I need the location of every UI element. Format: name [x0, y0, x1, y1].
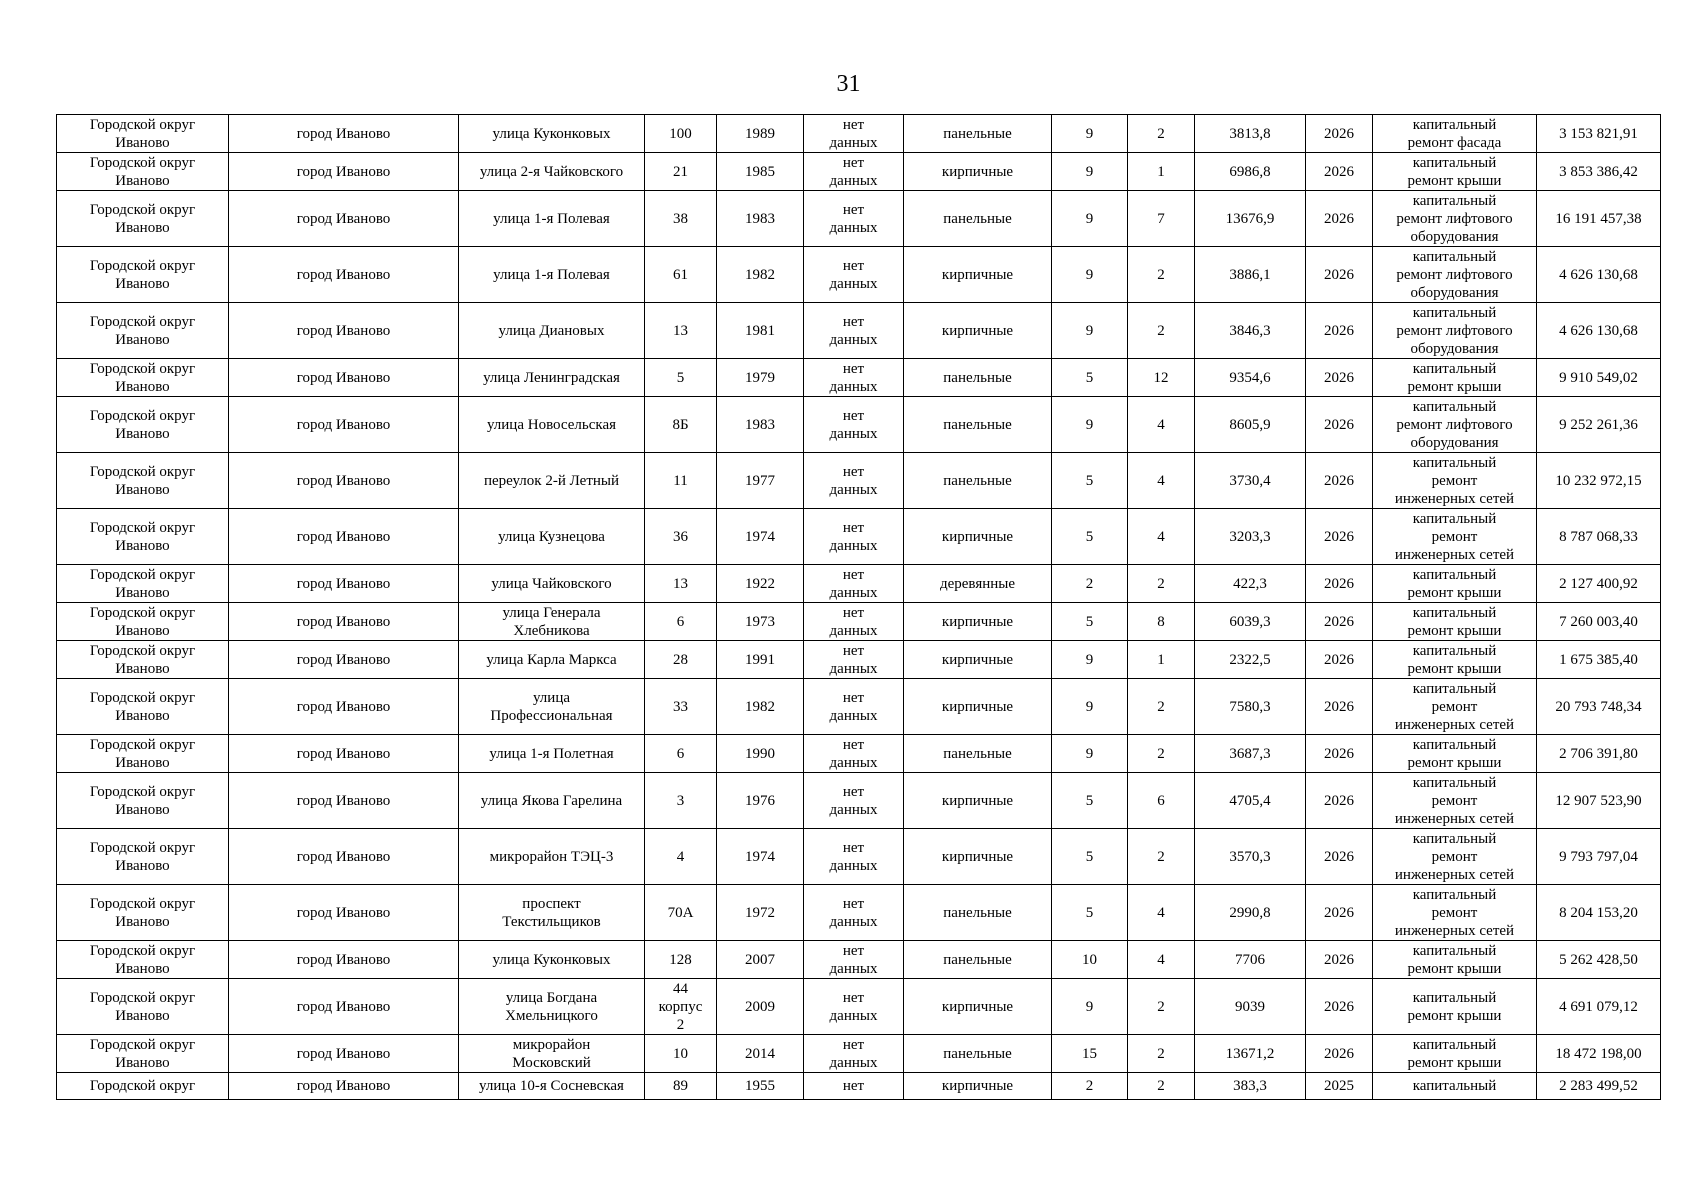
cell-municipality: Городской округ Иваново	[57, 153, 229, 191]
cell-house-number: 13	[645, 565, 717, 603]
cell-wall-material: кирпичные	[904, 153, 1052, 191]
cell-plan-year: 2026	[1306, 397, 1373, 453]
cell-house-number: 5	[645, 359, 717, 397]
cell-floors: 9	[1052, 153, 1128, 191]
cell-settlement: город Иваново	[229, 509, 459, 565]
cell-plan-year: 2026	[1306, 679, 1373, 735]
cell-floors: 9	[1052, 115, 1128, 153]
cell-entrances: 8	[1128, 603, 1195, 641]
cell-floors: 9	[1052, 191, 1128, 247]
cell-street: улица Кузнецова	[459, 509, 645, 565]
cell-settlement: город Иваново	[229, 885, 459, 941]
cell-work-type: капитальный ремонт инженерных сетей	[1373, 773, 1537, 829]
cell-work-type: капитальный ремонт инженерных сетей	[1373, 679, 1537, 735]
cell-floors: 5	[1052, 453, 1128, 509]
cell-wall-material: панельные	[904, 735, 1052, 773]
cell-entrances: 1	[1128, 641, 1195, 679]
cell-house-number: 128	[645, 941, 717, 979]
cell-wall-material: панельные	[904, 397, 1052, 453]
cell-build-year: 1991	[717, 641, 804, 679]
cell-house-number: 44 корпус 2	[645, 979, 717, 1035]
cell-plan-year: 2026	[1306, 191, 1373, 247]
cell-area: 2990,8	[1195, 885, 1306, 941]
cell-house-number: 28	[645, 641, 717, 679]
cell-year-note: нет данных	[804, 565, 904, 603]
cell-street: улица Куконковых	[459, 941, 645, 979]
cell-year-note: нет	[804, 1073, 904, 1100]
cell-cost: 4 691 079,12	[1537, 979, 1661, 1035]
cell-work-type: капитальный ремонт крыши	[1373, 153, 1537, 191]
cell-floors: 9	[1052, 247, 1128, 303]
cell-floors: 9	[1052, 679, 1128, 735]
cell-municipality: Городской округ Иваново	[57, 247, 229, 303]
cell-floors: 10	[1052, 941, 1128, 979]
cell-municipality: Городской округ Иваново	[57, 979, 229, 1035]
cell-cost: 1 675 385,40	[1537, 641, 1661, 679]
table-row	[57, 829, 1661, 885]
housing-repair-table	[56, 114, 1661, 1100]
table-row	[57, 641, 1661, 679]
cell-work-type: капитальный ремонт инженерных сетей	[1373, 453, 1537, 509]
cell-build-year: 1973	[717, 603, 804, 641]
cell-house-number: 61	[645, 247, 717, 303]
cell-entrances: 2	[1128, 247, 1195, 303]
cell-build-year: 2007	[717, 941, 804, 979]
cell-street: улица Богдана Хмельницкого	[459, 979, 645, 1035]
cell-entrances: 4	[1128, 453, 1195, 509]
cell-plan-year: 2026	[1306, 115, 1373, 153]
cell-build-year: 1983	[717, 397, 804, 453]
cell-year-note: нет данных	[804, 829, 904, 885]
cell-settlement: город Иваново	[229, 247, 459, 303]
cell-plan-year: 2026	[1306, 303, 1373, 359]
cell-plan-year: 2026	[1306, 565, 1373, 603]
cell-cost: 4 626 130,68	[1537, 303, 1661, 359]
cell-floors: 9	[1052, 735, 1128, 773]
cell-year-note: нет данных	[804, 115, 904, 153]
cell-house-number: 38	[645, 191, 717, 247]
cell-street: улица 10-я Сосневская	[459, 1073, 645, 1100]
cell-work-type: капитальный ремонт крыши	[1373, 941, 1537, 979]
cell-entrances: 2	[1128, 735, 1195, 773]
cell-wall-material: деревянные	[904, 565, 1052, 603]
cell-area: 9354,6	[1195, 359, 1306, 397]
cell-municipality: Городской округ Иваново	[57, 509, 229, 565]
cell-entrances: 4	[1128, 397, 1195, 453]
cell-build-year: 1955	[717, 1073, 804, 1100]
cell-settlement: город Иваново	[229, 153, 459, 191]
cell-plan-year: 2026	[1306, 359, 1373, 397]
cell-entrances: 2	[1128, 565, 1195, 603]
cell-build-year: 1972	[717, 885, 804, 941]
cell-plan-year: 2026	[1306, 247, 1373, 303]
cell-area: 6986,8	[1195, 153, 1306, 191]
cell-wall-material: кирпичные	[904, 641, 1052, 679]
cell-street: улица 1-я Полетная	[459, 735, 645, 773]
cell-settlement: город Иваново	[229, 979, 459, 1035]
cell-build-year: 1974	[717, 829, 804, 885]
cell-house-number: 36	[645, 509, 717, 565]
cell-settlement: город Иваново	[229, 773, 459, 829]
cell-wall-material: панельные	[904, 1035, 1052, 1073]
cell-street: улица 1-я Полевая	[459, 191, 645, 247]
cell-municipality: Городской округ Иваново	[57, 453, 229, 509]
cell-settlement: город Иваново	[229, 565, 459, 603]
cell-year-note: нет данных	[804, 247, 904, 303]
cell-street: улица Якова Гарелина	[459, 773, 645, 829]
cell-street: микрорайон ТЭЦ-3	[459, 829, 645, 885]
table-row	[57, 979, 1661, 1035]
cell-plan-year: 2026	[1306, 773, 1373, 829]
cell-area: 4705,4	[1195, 773, 1306, 829]
cell-build-year: 1981	[717, 303, 804, 359]
cell-municipality: Городской округ	[57, 1073, 229, 1100]
cell-build-year: 1974	[717, 509, 804, 565]
cell-house-number: 33	[645, 679, 717, 735]
cell-cost: 8 787 068,33	[1537, 509, 1661, 565]
cell-cost: 16 191 457,38	[1537, 191, 1661, 247]
cell-street: улица Ленинградская	[459, 359, 645, 397]
cell-entrances: 4	[1128, 941, 1195, 979]
table-row	[57, 191, 1661, 247]
cell-entrances: 2	[1128, 679, 1195, 735]
cell-area: 13671,2	[1195, 1035, 1306, 1073]
cell-area: 383,3	[1195, 1073, 1306, 1100]
cell-build-year: 2014	[717, 1035, 804, 1073]
cell-floors: 9	[1052, 979, 1128, 1035]
cell-street: улица 1-я Полевая	[459, 247, 645, 303]
cell-street: улица 2-я Чайковского	[459, 153, 645, 191]
cell-area: 7580,3	[1195, 679, 1306, 735]
cell-work-type: капитальный ремонт фасада	[1373, 115, 1537, 153]
cell-entrances: 6	[1128, 773, 1195, 829]
cell-settlement: город Иваново	[229, 359, 459, 397]
cell-floors: 5	[1052, 773, 1128, 829]
table-row	[57, 679, 1661, 735]
cell-floors: 15	[1052, 1035, 1128, 1073]
cell-entrances: 1	[1128, 153, 1195, 191]
cell-year-note: нет данных	[804, 641, 904, 679]
cell-area: 9039	[1195, 979, 1306, 1035]
cell-settlement: город Иваново	[229, 115, 459, 153]
cell-house-number: 6	[645, 603, 717, 641]
cell-build-year: 1977	[717, 453, 804, 509]
cell-plan-year: 2026	[1306, 829, 1373, 885]
cell-year-note: нет данных	[804, 303, 904, 359]
cell-cost: 2 706 391,80	[1537, 735, 1661, 773]
cell-work-type: капитальный ремонт инженерных сетей	[1373, 829, 1537, 885]
cell-cost: 20 793 748,34	[1537, 679, 1661, 735]
cell-cost: 18 472 198,00	[1537, 1035, 1661, 1073]
cell-year-note: нет данных	[804, 1035, 904, 1073]
cell-cost: 2 127 400,92	[1537, 565, 1661, 603]
table-row	[57, 603, 1661, 641]
cell-wall-material: кирпичные	[904, 679, 1052, 735]
cell-entrances: 2	[1128, 1035, 1195, 1073]
cell-work-type: капитальный ремонт инженерных сетей	[1373, 509, 1537, 565]
cell-municipality: Городской округ Иваново	[57, 773, 229, 829]
cell-wall-material: панельные	[904, 885, 1052, 941]
cell-cost: 9 793 797,04	[1537, 829, 1661, 885]
table-row	[57, 941, 1661, 979]
cell-area: 3846,3	[1195, 303, 1306, 359]
cell-municipality: Городской округ Иваново	[57, 603, 229, 641]
cell-plan-year: 2026	[1306, 885, 1373, 941]
cell-cost: 12 907 523,90	[1537, 773, 1661, 829]
cell-work-type: капитальный ремонт крыши	[1373, 565, 1537, 603]
cell-floors: 9	[1052, 397, 1128, 453]
cell-settlement: город Иваново	[229, 1073, 459, 1100]
cell-cost: 5 262 428,50	[1537, 941, 1661, 979]
cell-build-year: 1979	[717, 359, 804, 397]
cell-house-number: 89	[645, 1073, 717, 1100]
cell-cost: 9 910 549,02	[1537, 359, 1661, 397]
cell-settlement: город Иваново	[229, 641, 459, 679]
table-row	[57, 773, 1661, 829]
cell-build-year: 2009	[717, 979, 804, 1035]
cell-cost: 3 153 821,91	[1537, 115, 1661, 153]
cell-work-type: капитальный ремонт лифтового оборудования	[1373, 247, 1537, 303]
cell-area: 3687,3	[1195, 735, 1306, 773]
cell-municipality: Городской округ Иваново	[57, 115, 229, 153]
cell-settlement: город Иваново	[229, 397, 459, 453]
cell-wall-material: кирпичные	[904, 979, 1052, 1035]
table-row	[57, 1035, 1661, 1073]
cell-work-type: капитальный ремонт крыши	[1373, 735, 1537, 773]
page-number: 31	[836, 71, 861, 97]
cell-street: улица Генерала Хлебникова	[459, 603, 645, 641]
cell-street: улица Куконковых	[459, 115, 645, 153]
table-row	[57, 247, 1661, 303]
cell-floors: 5	[1052, 885, 1128, 941]
cell-entrances: 2	[1128, 979, 1195, 1035]
table-row	[57, 303, 1661, 359]
cell-settlement: город Иваново	[229, 679, 459, 735]
cell-wall-material: кирпичные	[904, 773, 1052, 829]
table-row	[57, 509, 1661, 565]
cell-build-year: 1982	[717, 247, 804, 303]
cell-wall-material: кирпичные	[904, 603, 1052, 641]
cell-year-note: нет данных	[804, 397, 904, 453]
cell-plan-year: 2026	[1306, 641, 1373, 679]
cell-floors: 5	[1052, 359, 1128, 397]
cell-year-note: нет данных	[804, 885, 904, 941]
cell-plan-year: 2026	[1306, 979, 1373, 1035]
table-row	[57, 735, 1661, 773]
cell-plan-year: 2026	[1306, 735, 1373, 773]
cell-house-number: 4	[645, 829, 717, 885]
cell-settlement: город Иваново	[229, 603, 459, 641]
cell-work-type: капитальный	[1373, 1073, 1537, 1100]
cell-house-number: 10	[645, 1035, 717, 1073]
cell-street: улица Новосельская	[459, 397, 645, 453]
cell-entrances: 4	[1128, 509, 1195, 565]
cell-wall-material: кирпичные	[904, 1073, 1052, 1100]
cell-area: 2322,5	[1195, 641, 1306, 679]
cell-cost: 2 283 499,52	[1537, 1073, 1661, 1100]
cell-wall-material: кирпичные	[904, 303, 1052, 359]
cell-street: улица Диановых	[459, 303, 645, 359]
cell-area: 3730,4	[1195, 453, 1306, 509]
cell-house-number: 100	[645, 115, 717, 153]
cell-year-note: нет данных	[804, 979, 904, 1035]
table-row	[57, 359, 1661, 397]
cell-house-number: 13	[645, 303, 717, 359]
cell-year-note: нет данных	[804, 603, 904, 641]
cell-area: 3203,3	[1195, 509, 1306, 565]
cell-cost: 4 626 130,68	[1537, 247, 1661, 303]
cell-year-note: нет данных	[804, 773, 904, 829]
cell-municipality: Городской округ Иваново	[57, 941, 229, 979]
cell-wall-material: панельные	[904, 359, 1052, 397]
cell-work-type: капитальный ремонт крыши	[1373, 603, 1537, 641]
cell-plan-year: 2026	[1306, 941, 1373, 979]
cell-year-note: нет данных	[804, 359, 904, 397]
cell-house-number: 11	[645, 453, 717, 509]
cell-cost: 9 252 261,36	[1537, 397, 1661, 453]
cell-floors: 2	[1052, 1073, 1128, 1100]
cell-build-year: 1985	[717, 153, 804, 191]
cell-street: улица Чайковского	[459, 565, 645, 603]
cell-area: 13676,9	[1195, 191, 1306, 247]
cell-area: 6039,3	[1195, 603, 1306, 641]
cell-entrances: 2	[1128, 303, 1195, 359]
cell-settlement: город Иваново	[229, 453, 459, 509]
cell-wall-material: кирпичные	[904, 509, 1052, 565]
cell-house-number: 3	[645, 773, 717, 829]
cell-settlement: город Иваново	[229, 1035, 459, 1073]
cell-municipality: Городской округ Иваново	[57, 565, 229, 603]
cell-area: 7706	[1195, 941, 1306, 979]
cell-year-note: нет данных	[804, 941, 904, 979]
cell-municipality: Городской округ Иваново	[57, 679, 229, 735]
cell-build-year: 1989	[717, 115, 804, 153]
cell-work-type: капитальный ремонт лифтового оборудования	[1373, 397, 1537, 453]
cell-area: 3813,8	[1195, 115, 1306, 153]
cell-street: микрорайон Московский	[459, 1035, 645, 1073]
cell-build-year: 1990	[717, 735, 804, 773]
cell-floors: 2	[1052, 565, 1128, 603]
cell-year-note: нет данных	[804, 453, 904, 509]
cell-wall-material: кирпичные	[904, 829, 1052, 885]
cell-municipality: Городской округ Иваново	[57, 829, 229, 885]
cell-build-year: 1982	[717, 679, 804, 735]
cell-entrances: 4	[1128, 885, 1195, 941]
cell-municipality: Городской округ Иваново	[57, 735, 229, 773]
table-row	[57, 397, 1661, 453]
cell-area: 3886,1	[1195, 247, 1306, 303]
cell-area: 8605,9	[1195, 397, 1306, 453]
cell-house-number: 70А	[645, 885, 717, 941]
cell-plan-year: 2025	[1306, 1073, 1373, 1100]
cell-wall-material: кирпичные	[904, 247, 1052, 303]
cell-entrances: 7	[1128, 191, 1195, 247]
table-row	[57, 453, 1661, 509]
cell-work-type: капитальный ремонт крыши	[1373, 979, 1537, 1035]
cell-municipality: Городской округ Иваново	[57, 397, 229, 453]
cell-work-type: капитальный ремонт лифтового оборудования	[1373, 191, 1537, 247]
cell-work-type: капитальный ремонт крыши	[1373, 641, 1537, 679]
cell-work-type: капитальный ремонт крыши	[1373, 1035, 1537, 1073]
cell-street: переулок 2-й Летный	[459, 453, 645, 509]
cell-street: проспект Текстильщиков	[459, 885, 645, 941]
cell-plan-year: 2026	[1306, 509, 1373, 565]
cell-area: 422,3	[1195, 565, 1306, 603]
cell-area: 3570,3	[1195, 829, 1306, 885]
cell-floors: 5	[1052, 829, 1128, 885]
cell-cost: 8 204 153,20	[1537, 885, 1661, 941]
cell-municipality: Городской округ Иваново	[57, 1035, 229, 1073]
table-body	[57, 115, 1661, 1100]
cell-floors: 5	[1052, 509, 1128, 565]
cell-wall-material: панельные	[904, 191, 1052, 247]
cell-wall-material: панельные	[904, 941, 1052, 979]
cell-year-note: нет данных	[804, 153, 904, 191]
cell-house-number: 8Б	[645, 397, 717, 453]
table-row	[57, 115, 1661, 153]
cell-entrances: 2	[1128, 829, 1195, 885]
cell-build-year: 1922	[717, 565, 804, 603]
cell-work-type: капитальный ремонт крыши	[1373, 359, 1537, 397]
table-row	[57, 153, 1661, 191]
cell-municipality: Городской округ Иваново	[57, 885, 229, 941]
cell-settlement: город Иваново	[229, 941, 459, 979]
cell-cost: 10 232 972,15	[1537, 453, 1661, 509]
table-row	[57, 1073, 1661, 1100]
table-row	[57, 885, 1661, 941]
cell-street: улица Карла Маркса	[459, 641, 645, 679]
cell-work-type: капитальный ремонт инженерных сетей	[1373, 885, 1537, 941]
cell-entrances: 2	[1128, 1073, 1195, 1100]
table-row	[57, 565, 1661, 603]
cell-cost: 3 853 386,42	[1537, 153, 1661, 191]
cell-year-note: нет данных	[804, 679, 904, 735]
cell-house-number: 21	[645, 153, 717, 191]
cell-house-number: 6	[645, 735, 717, 773]
cell-municipality: Городской округ Иваново	[57, 191, 229, 247]
cell-work-type: капитальный ремонт лифтового оборудования	[1373, 303, 1537, 359]
cell-settlement: город Иваново	[229, 829, 459, 885]
cell-floors: 9	[1052, 641, 1128, 679]
cell-year-note: нет данных	[804, 191, 904, 247]
cell-year-note: нет данных	[804, 735, 904, 773]
cell-plan-year: 2026	[1306, 453, 1373, 509]
cell-municipality: Городской округ Иваново	[57, 303, 229, 359]
cell-settlement: город Иваново	[229, 303, 459, 359]
cell-plan-year: 2026	[1306, 603, 1373, 641]
cell-entrances: 2	[1128, 115, 1195, 153]
cell-settlement: город Иваново	[229, 735, 459, 773]
cell-municipality: Городской округ Иваново	[57, 641, 229, 679]
cell-wall-material: панельные	[904, 453, 1052, 509]
cell-build-year: 1976	[717, 773, 804, 829]
cell-street: улица Профессиональная	[459, 679, 645, 735]
cell-floors: 5	[1052, 603, 1128, 641]
cell-cost: 7 260 003,40	[1537, 603, 1661, 641]
cell-settlement: город Иваново	[229, 191, 459, 247]
cell-municipality: Городской округ Иваново	[57, 359, 229, 397]
cell-wall-material: панельные	[904, 115, 1052, 153]
cell-floors: 9	[1052, 303, 1128, 359]
cell-year-note: нет данных	[804, 509, 904, 565]
cell-plan-year: 2026	[1306, 1035, 1373, 1073]
cell-plan-year: 2026	[1306, 153, 1373, 191]
cell-entrances: 12	[1128, 359, 1195, 397]
cell-build-year: 1983	[717, 191, 804, 247]
